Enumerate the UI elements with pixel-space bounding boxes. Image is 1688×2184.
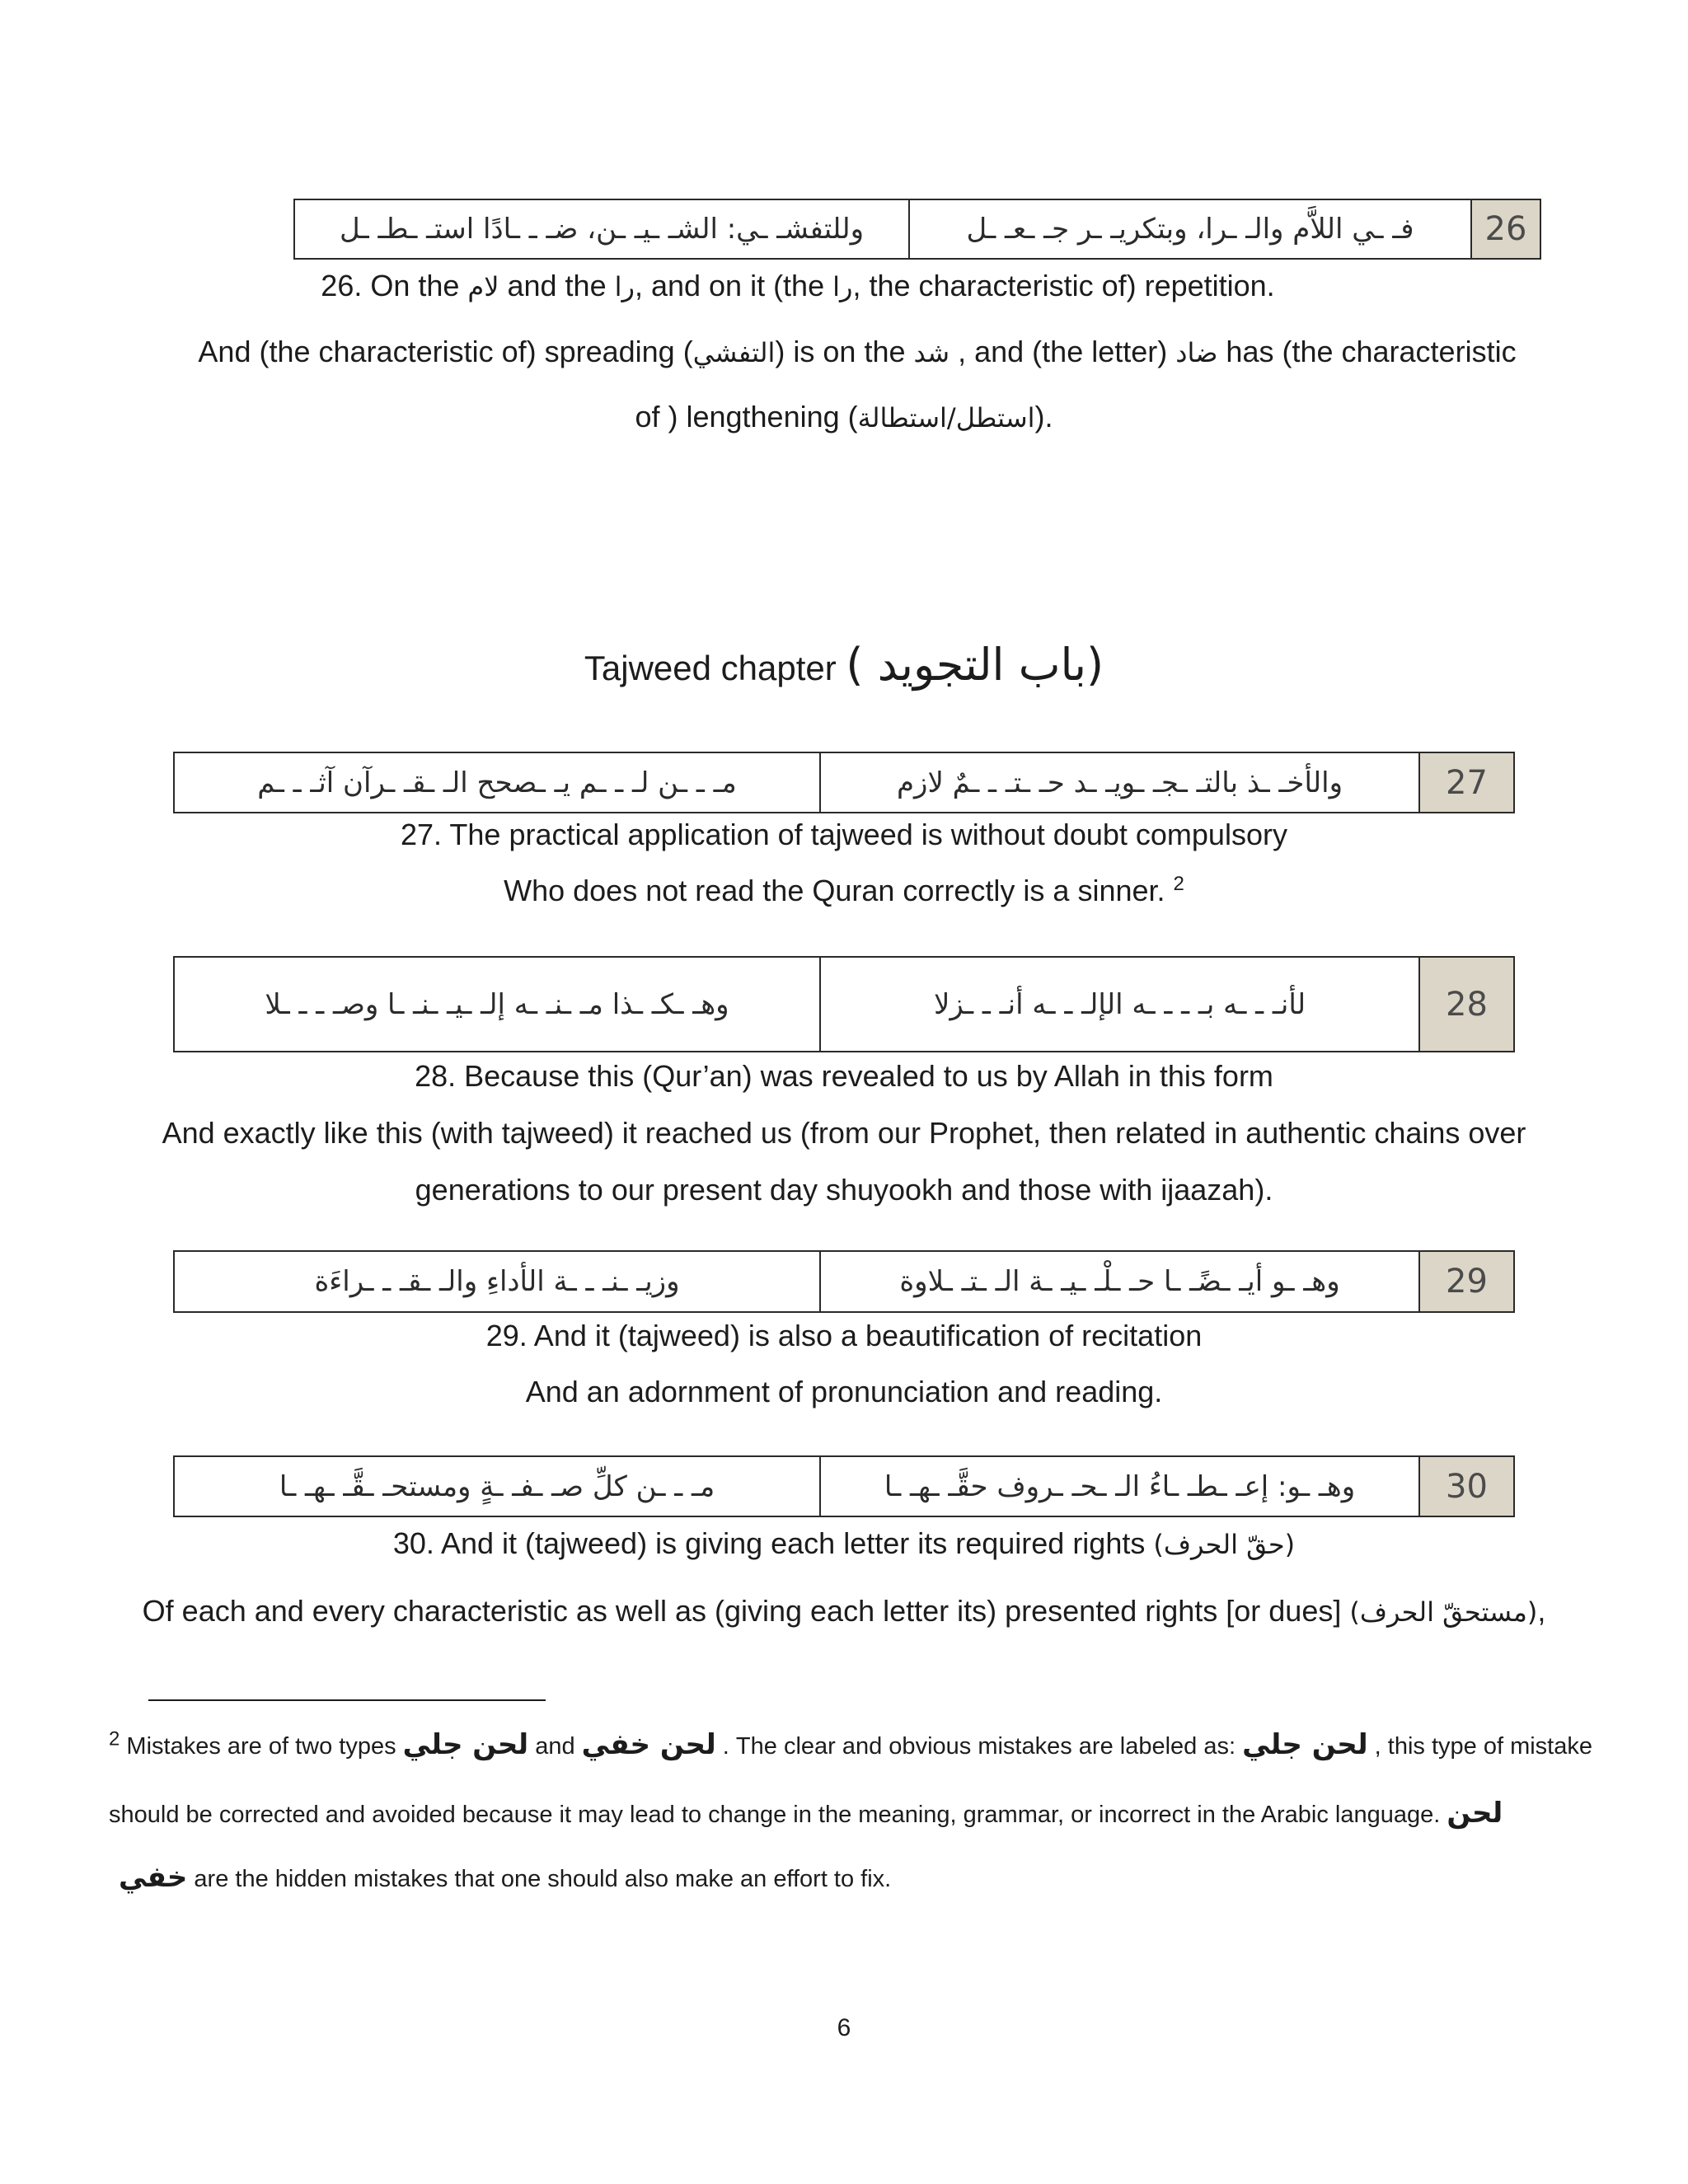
verse-26-translation-line-2: And (the characteristic of) spreading (التفشي) is on the شد , and (the letter) ضاد has (the characteristic <box>198 335 1517 368</box>
verse-hemistich-right: فـ ـي اللاَّم والـ ـرا، وبتكريـ ـر جـ ـعـ ـل <box>910 200 1472 258</box>
verse-hemistich-left: مـ ـ ـن لـ ـ ـم يـ ـصحح الـ ـقـ ـرآن آثـ ـ ـم <box>175 753 821 812</box>
verse-hemistich-right: وهـ ـو أيـ ـضًـ ـا حـ ـلْـ ـيـ ـة الـ ـتـ ـلاوة <box>821 1252 1420 1311</box>
verse-26-translation-line-3: of ) lengthening (استطل/استطالة). <box>635 400 1053 434</box>
footnote-line-1: $^2$ Mistakes are of two types لحن جلي and لحن خفي . The clear and obvious mistakes are labeled as: لحن جلي , this type of mistake <box>109 1727 1592 1761</box>
verse-27-translation-line-1: 27. The practical application of tajweed is without doubt compulsory <box>401 818 1287 851</box>
verse-number: 30 <box>1420 1457 1513 1516</box>
verse-28-translation-line-1: 28. Because this (Qur’an) was revealed to us by Allah in this form <box>415 1059 1273 1093</box>
verse-30-translation-line-1: 30. And it (tajweed) is giving each letter its required rights (حقّ الحرف) <box>392 1526 1296 1560</box>
verse-hemistich-left: وزيـ ـنـ ـ ـة الأداءِ والـ ـقـ ـ ـراءَة <box>175 1252 821 1311</box>
verse-hemistich-right: لأنـ ـ ـه بـ ـ ـ ـه الإلـ ـ ـه أنـ ـ ـزلا <box>821 958 1420 1051</box>
verse-29-translation-line-1: 29. And it (tajweed) is also a beautification of recitation <box>485 1319 1203 1352</box>
verse-hemistich-left: مـ ـ ـن كلِّ صـ ـفـ ـةٍ ومستحـ ـقَّـ ـهـ ـا <box>175 1457 821 1516</box>
verse-29-translation-line-2: And an adornment of pronunciation and reading. <box>525 1375 1163 1408</box>
verse-number: 27 <box>1420 753 1513 812</box>
footnote-separator <box>148 1699 546 1701</box>
footnote-mark: 2 <box>109 1727 120 1750</box>
verse-27-translation-line-2: Who does not read the Quran correctly is a sinner. $^2$ <box>504 873 1184 907</box>
verse-number: 28 <box>1420 958 1513 1051</box>
footnote-line-2: should be corrected and avoided because it may lead to change in the meaning, grammar, or incorrect in the Arabic language. لحن <box>109 1797 1503 1830</box>
chapter-heading: Tajweed chapter (باب التجويد ) <box>584 639 1104 691</box>
footnote-reference: 2 <box>1173 873 1184 895</box>
verse-hemistich-right: وهـ ـو: إعـ ـطـ ـاءُ الـ ـحـ ـروف حقَّـ ـهـ ـا <box>821 1457 1420 1516</box>
verse-number: 26 <box>1472 200 1540 258</box>
verse-hemistich-left: وللتفشـ ـي: الشـ ـيـ ـن، ضـ ـ ـادًا استـ ـطـ ـل <box>295 200 910 258</box>
page-number: 6 <box>837 2014 851 2041</box>
verse-hemistich-right: والأخـ ـذ بالتـ ـجـ ـويـ ـد حـ ـتـ ـ ـمٌ لازم <box>821 753 1420 812</box>
verse-number: 29 <box>1420 1252 1513 1311</box>
verse-table-27 <box>173 752 1515 813</box>
verse-table-30 <box>173 1455 1515 1517</box>
verse-26-translation-line-1: 26. On the لام and the را, and on it (the را, the characteristic of) repetition. <box>321 269 1275 302</box>
verse-table-26 <box>293 199 1541 260</box>
verse-table-29 <box>173 1250 1515 1313</box>
verse-28-translation-line-2: And exactly like this (with tajweed) it reached us (from our Prophet, then related in authentic chains over <box>162 1116 1526 1150</box>
footnote-line-3: خفي are the hidden mistakes that one should also make an effort to fix. <box>119 1861 892 1894</box>
verse-table-28 <box>173 956 1515 1052</box>
verse-hemistich-left: وهـ ـكـ ـذا مـ ـنـ ـه إلـ ـيـ ـنـ ـا وصـ ـ ـ ـلا <box>175 958 821 1051</box>
verse-28-translation-line-3: generations to our present day shuyookh and those with ijaazah). <box>415 1173 1273 1207</box>
verse-30-translation-line-2: Of each and every characteristic as well as (giving each letter its) presented rights [or dues] (مستحقّ الحرف), <box>142 1594 1546 1628</box>
